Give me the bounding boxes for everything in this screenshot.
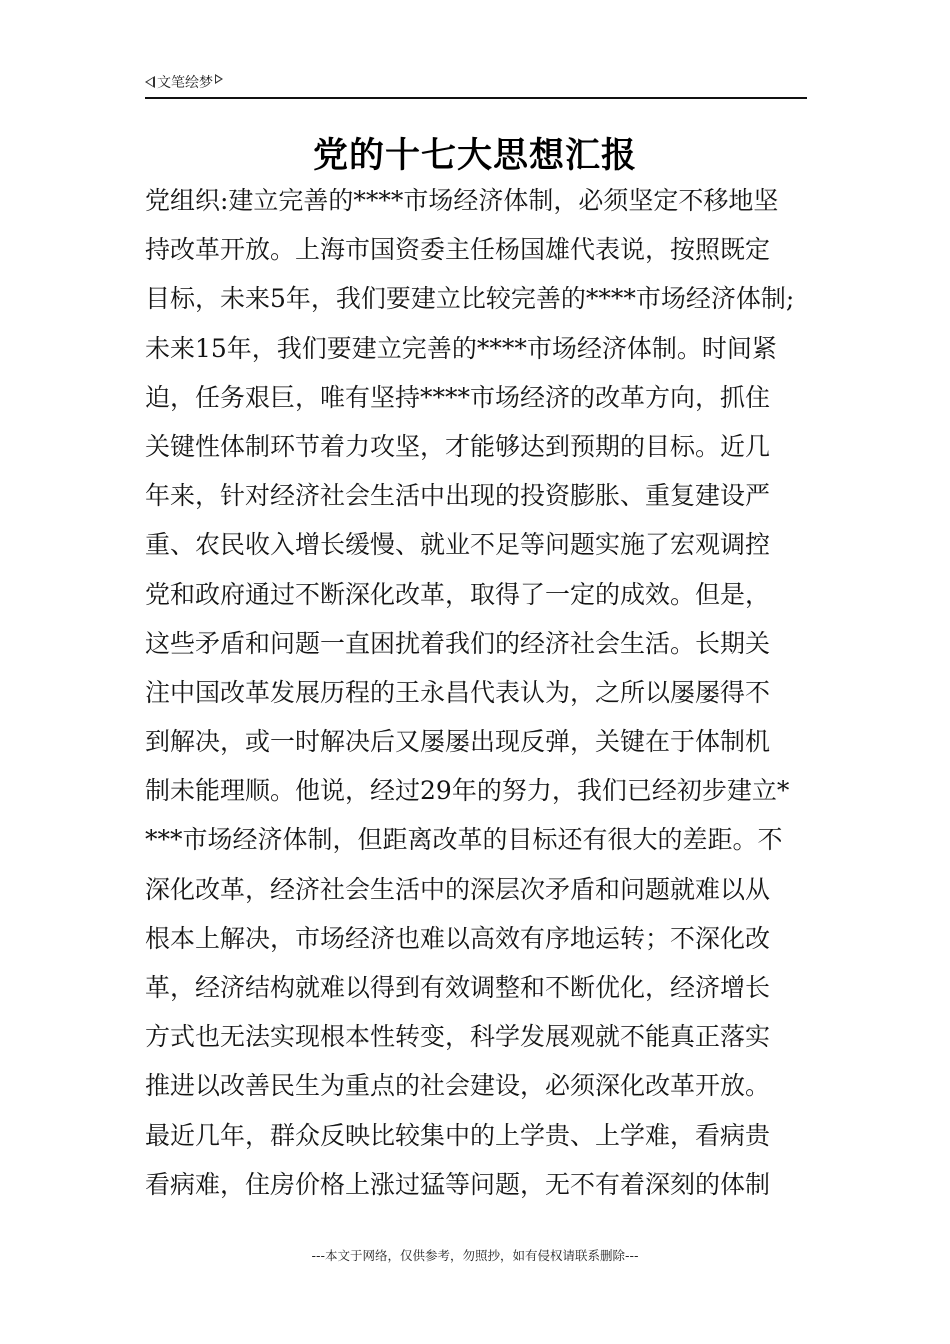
body-line: 注中国改革发展历程的王永昌代表认为，之所以屡屡得不 [145,677,771,707]
body-line: 持改革开放。上海市国资委主任杨国雄代表说，按照既定 [145,235,771,265]
body-line: 方式也无法实现根本性转变，科学发展观就不能真正落实 [145,1022,771,1052]
header-brand [145,72,223,92]
body-line: 未来15年，我们要建立完善的****市场经济体制。时间紧 [145,333,777,363]
body-line: 革，经济结构就难以得到有效调整和不断优化，经济增长 [145,973,771,1002]
header-divider [145,97,807,99]
body-line: 看病难，住房价格上涨过猛等问题，无不有着深刻的体制 [145,1169,771,1199]
body-line: 年来，针对经济社会生活中出现的投资膨胀、重复建设严 [145,481,771,511]
document-title: 党的十七大思想汇报 [312,135,637,176]
triangle-left-icon [145,76,155,88]
body-line: 这些矛盾和问题一直困扰着我们的经济社会生活。长期关 [145,628,771,658]
brand-text: 文笔绘梦 [157,75,213,91]
body-line: 关键性体制环节着力攻坚，才能够达到预期的目标。近几 [145,431,771,461]
body-line: 到解决，或一时解决后又屡屡出现反弹，关键在于体制机 [145,727,771,757]
body-line: 最近几年，群众反映比较集中的上学贵、上学难，看病贵 [145,1120,771,1150]
body-line: 制未能理顺。他说，经过29年的努力，我们已经初步建立* [145,776,790,806]
body-line: 迫，任务艰巨，唯有坚持****市场经济的改革方向，抓住 [145,382,771,412]
body-line: ***市场经济体制，但距离改革的目标还有很大的差距。不 [145,825,783,855]
body-line: 党组织:建立完善的****市场经济体制，必须坚定不移地坚 [145,186,779,215]
footer-notice: ---本文于网络，仅供参考，勿照抄，如有侵权请联系删除--- [311,1248,639,1263]
document-body [145,183,815,1216]
body-line: 根本上解决，市场经济也难以高效有序地运转；不深化改 [145,923,771,953]
body-line: 重、农民收入增长缓慢、就业不足等问题实施了宏观调控 [145,530,771,560]
body-line: 党和政府通过不断深化改革，取得了一定的成效。但是， [145,579,771,609]
body-line: 目标，未来5年，我们要建立比较完善的****市场经济体制; [145,284,795,314]
body-line: 推进以改善民生为重点的社会建设，必须深化改革开放。 [145,1071,771,1101]
body-line: 深化改革，经济社会生活中的深层次矛盾和问题就难以从 [145,874,771,904]
triangle-right-icon [215,74,223,84]
